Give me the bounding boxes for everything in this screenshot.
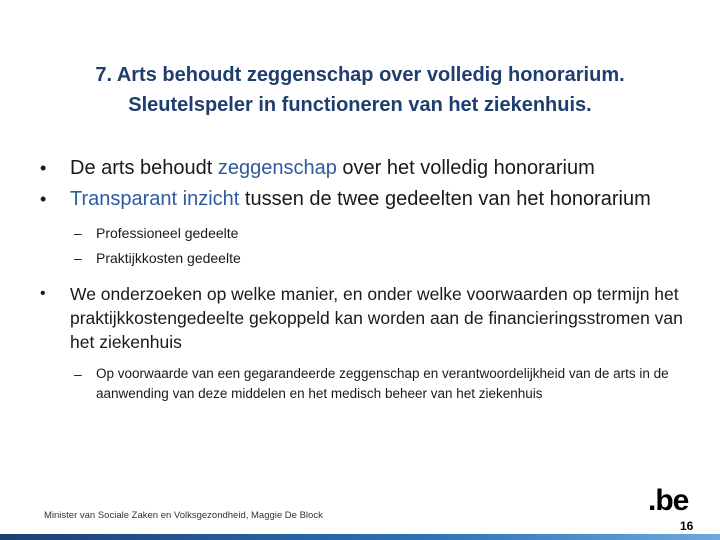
sub-bullet-marker: –	[74, 366, 82, 382]
bullet-marker: •	[40, 285, 46, 302]
bullet-item	[40, 282, 690, 354]
page-number: 16	[680, 519, 694, 533]
be-logo: .be	[648, 484, 689, 517]
sub-bullet-item	[40, 364, 690, 404]
bullet-text: tussen de twee gedeelten van het honorarium	[239, 188, 651, 210]
bottom-bar	[0, 534, 720, 540]
sub-bullet-text: Praktijkkosten gedeelte	[96, 250, 241, 266]
sub-bullet-marker: –	[74, 250, 82, 266]
bullet-item	[40, 154, 690, 183]
bullet-highlight: Transparant inzicht	[70, 188, 240, 210]
bullet-marker: •	[40, 189, 47, 209]
bullet-marker: •	[40, 158, 47, 178]
title-line-2: Sleutelspeler in functioneren van het ziekenhuis.	[128, 94, 592, 116]
bullet-text: We onderzoeken op welke manier, en onder welke voorwaarden op termijn het praktijkkostengedeelte gekoppeld kan worden aan de financieringsstromen van het ziekenhuis	[70, 284, 683, 352]
sub-bullet-text: Professioneel gedeelte	[96, 225, 239, 241]
slide-title	[40, 60, 680, 120]
bullet-item	[40, 185, 690, 214]
sub-bullet-item	[40, 224, 690, 243]
footer-text: Minister van Sociale Zaken en Volksgezondheid, Maggie De Block	[44, 510, 323, 521]
sub-bullet-item	[40, 249, 690, 268]
bullet-highlight: zeggenschap	[217, 157, 337, 179]
bullet-list	[40, 154, 690, 410]
sub-bullet-marker: –	[74, 225, 82, 241]
bullet-text: De arts behoudt	[70, 157, 218, 179]
sub-bullet-text: Op voorwaarde van een gegarandeerde zeggenschap en verantwoordelijkheid van de arts in de aanwending van deze middelen en het medisch beheer van het ziekenhuis	[96, 366, 669, 401]
bullet-text: over het volledig honorarium	[336, 157, 595, 179]
title-line-1: 7. Arts behoudt zeggenschap over volledig honorarium.	[95, 64, 625, 86]
